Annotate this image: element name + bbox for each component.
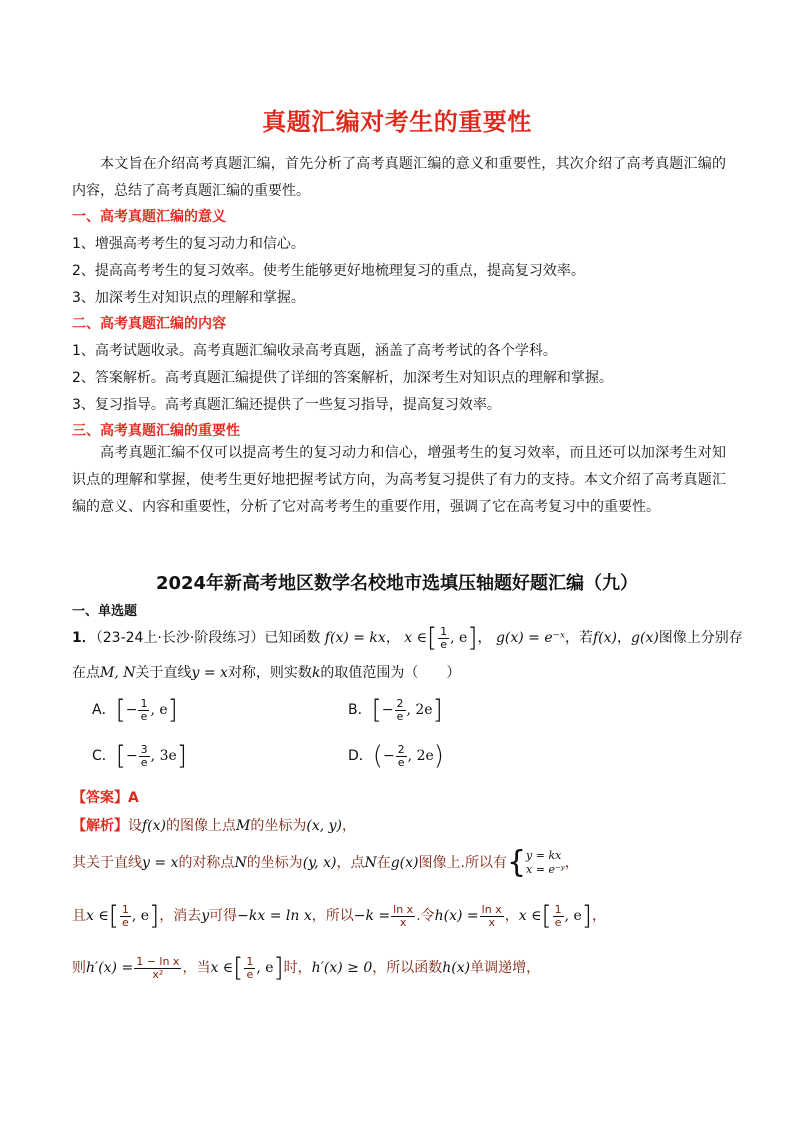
solution-line-3: 且x ∈[ $\frac{1}{e}$ , e]，消去y可得−kx = ln x，所以−k = $\frac{\text{ln x}}{x}$ .令h(x) = $\frac{\text{ln x}}{x}$ ，x ∈[ $\frac{1}{e}$ , e]， [72,901,606,931]
f-definition: f(x) = kx [324,630,386,646]
g-definition: g(x) = e⁻ˣ [495,630,565,646]
section3-paragraph: 高考真题汇编不仅可以提高考生的复习动力和信心，增强考生的复习效率，而且还可以加深考生对知识点的理解和掌握，使考生更好地把握考试方向，为高考复习提供了有力的支持。本文介绍了高考真题汇编的意义、内容和重要性，分析了它对高考考生的重要作用，强调了它在高考复习中的重要性。 [72,445,726,515]
section2-item-2: 2、答案解析。高考真题汇编提供了详细的答案解析，加深考生对知识点的理解和掌握。 [72,370,613,386]
section2-item-3: 3、复习指导。高考真题汇编还提供了一些复习指导，提高复习效率。 [72,397,501,413]
section-heading-1: 一、高考真题汇编的意义 [72,209,226,225]
section-heading-3: 三、高考真题汇编的重要性 [72,423,240,439]
section-heading-2: 二、高考真题汇编的内容 [72,316,226,332]
question-1-line-1: 1．（23-24上·长沙·阶段练习）已知函数 f(x) = kx， x ∈[ $\frac{1}{e}$ , e]， g(x) = e⁻ˣ，若f(x)，g(x)图像上分别存 [72,623,743,653]
interval-fraction: $\frac{1}{e}$ [440,624,448,651]
solution-line-2: 其关于直线y = x的对称点N的坐标为(y, x)，点N在g(x)图像上.所以有{y = kx x = e⁻ʸ， [72,845,579,880]
section1-item-1: 1、增强高考考生的复习动力和信心。 [72,236,305,252]
page-title: 真题汇编对考生的重要性 [262,108,532,136]
option-b[interactable]: B．[− $\frac{2}{e}$ , 2e] [348,695,443,725]
exam-section-heading: 一、单选题 [72,604,138,619]
x-in: x ∈ [404,630,427,646]
question-1-line-2: 在点M, N关于直线y = x对称，则实数k的取值范围为（ ） [72,665,461,681]
section1-item-3: 3、加深考生对知识点的理解和掌握。 [72,290,305,306]
equation-system: y = kx x = e⁻ʸ [526,849,565,876]
exam-title: 2024年新高考地区数学名校地市选填压轴题好题汇编（九） [155,573,639,594]
answer-label: 【答案】A [72,790,139,806]
analysis-label: 【解析】 [72,818,128,834]
option-c[interactable]: C．[− $\frac{3}{e}$ , 3e] [92,741,187,771]
solution-line-1: 【解析】设f(x)的图像上点M的坐标为(x, y)， [72,818,356,834]
option-a[interactable]: A．[− $\frac{1}{e}$ , e] [92,695,178,725]
solution-line-4: 则h′(x) = $\frac{\text{1 − ln x}}{\text{x²}}$ ，当x ∈[ $\frac{1}{e}$ , e]时，h′(x) ≥ 0，所以函数h(x)单调递增， [72,953,541,983]
option-d[interactable]: D．(− $\frac{2}{e}$ , 2e) [348,741,444,771]
intro-paragraph: 本文旨在介绍高考真题汇编，首先分析了高考真题汇编的意义和重要性，其次介绍了高考真题汇编的内容，总结了高考真题汇编的重要性。 [72,156,726,199]
question-number: 1． [72,630,96,646]
section1-item-2: 2、提高高考考生的复习效率。使考生能够更好地梳理复习的重点，提高复习效率。 [72,263,585,279]
question-source: （23-24上·长沙·阶段练习） [95,630,265,646]
question-text: 已知函数 [264,630,321,646]
section2-item-1: 1、高考试题收录。高考真题汇编收录高考真题，涵盖了高考考试的各个学科。 [72,343,557,359]
